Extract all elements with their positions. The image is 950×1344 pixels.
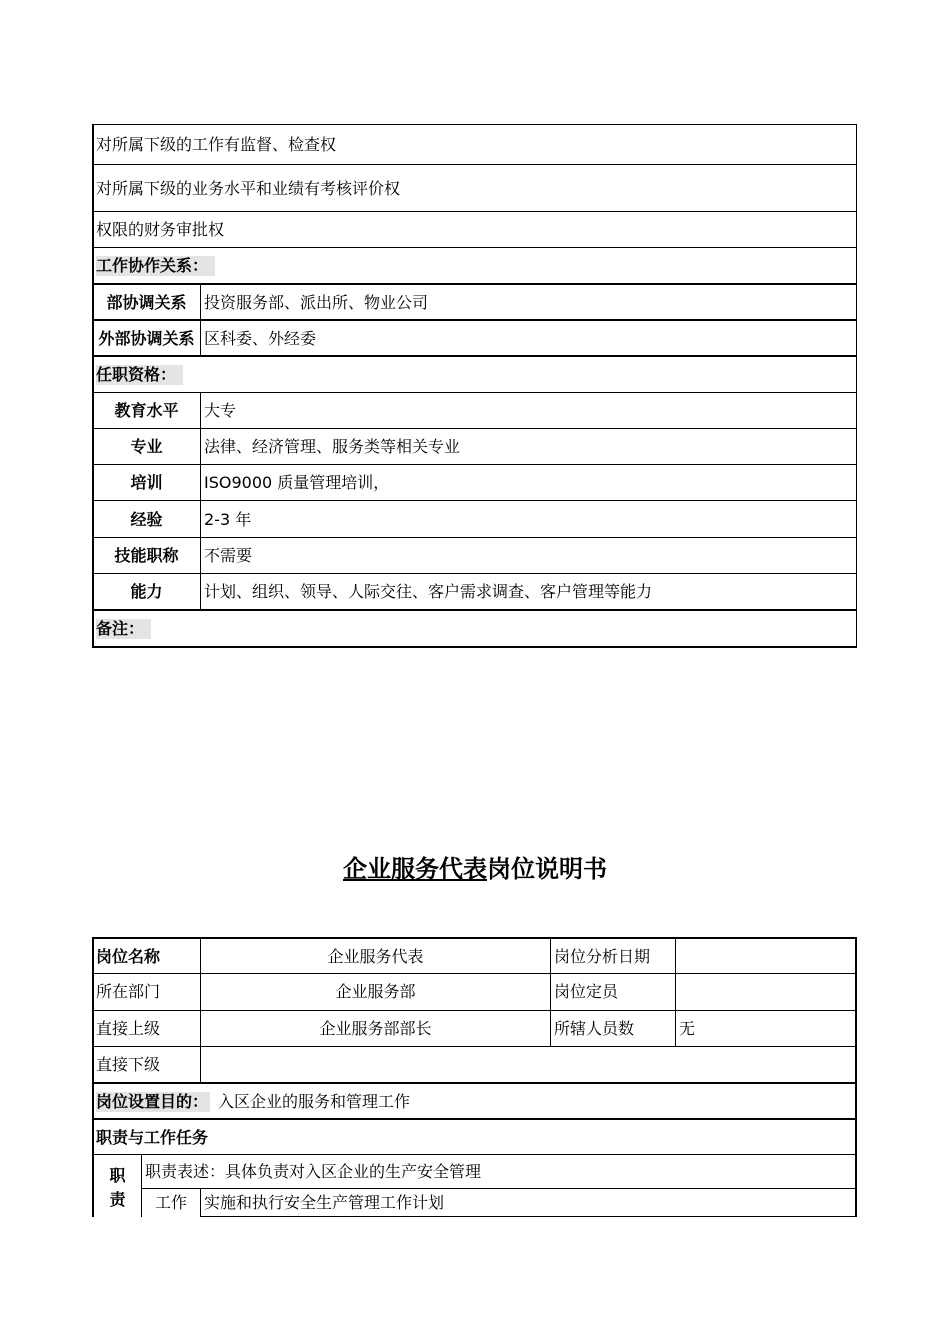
work-value: 实施和执行安全生产管理工作计划 [204,1193,445,1212]
coop-heading [93,248,853,284]
coop-heading-label: 工作协作关系： [96,256,215,276]
position-name-value: 企业服务代表 [327,946,424,966]
qual-label-major: 专业 [130,437,163,456]
subordinate-label: 直接下级 [96,1055,161,1074]
qual-label-ability: 能力 [130,582,163,601]
department-value: 企业服务部 [335,982,416,1001]
analysis-date-value [676,939,854,974]
remark-heading [93,611,853,647]
remark-heading-label: 备注： [96,619,151,639]
authority-row: 对所属下级的工作有监督、检查权 [96,135,337,154]
document-title-rest: 岗位说明书 [487,855,607,883]
qual-label-training: 培训 [130,473,163,492]
coop-label-internal: 部协调关系 [106,292,187,312]
authority-row: 权限的财务审批权 [96,220,225,239]
position-name-label: 岗位名称 [96,946,161,966]
purpose-value: 入区企业的服务和管理工作 [218,1091,411,1111]
subordinate-value [201,1047,854,1083]
superior-label: 直接上级 [96,1019,161,1038]
qual-label-experience: 经验 [130,509,163,529]
coop-value-internal: 投资服务部、派出所、物业公司 [204,292,429,312]
qual-label-education: 教育水平 [114,401,179,420]
qual-value-ability: 计划、组织、领导、人际交往、客户需求调查、客户管理等能力 [204,582,653,601]
duties-heading: 职责与工作任务 [96,1127,209,1147]
authority-row: 对所属下级的业务水平和业绩有考核评价权 [96,178,401,198]
document-title [0,855,950,884]
qual-value-major: 法律、经济管理、服务类等相关专业 [204,437,461,456]
analysis-date-label: 岗位分析日期 [554,946,651,966]
duty-side-char-2: 责 [109,1190,126,1209]
qual-value-training: ISO9000 质量管理培训， [204,473,390,492]
duty-side-label [94,1164,141,1212]
document-title-underlined: 企业服务代表 [343,855,487,883]
subordinates-count-value: 无 [679,1019,696,1038]
qual-value-experience: 2-3 年 [204,509,252,529]
subordinates-count-label: 所辖人员数 [554,1019,635,1038]
headcount-label: 岗位定员 [554,982,619,1001]
work-label: 工作 [154,1193,187,1212]
qual-value-education: 大专 [204,401,237,420]
qual-value-title: 不需要 [204,546,253,565]
coop-value-external: 区科委、外经委 [204,328,317,348]
department-label: 所在部门 [96,982,161,1001]
duty-description: 职责表述：具体负责对入区企业的生产安全管理 [145,1162,482,1181]
superior-value: 企业服务部部长 [319,1019,432,1038]
qual-heading [93,357,853,393]
headcount-value [676,974,854,1010]
duty-side-char-1: 职 [109,1166,126,1185]
qual-label-title: 技能职称 [114,546,179,565]
qual-heading-label: 任职资格： [96,365,183,385]
purpose-row [93,1084,853,1119]
purpose-label: 岗位设置目的： [96,1091,209,1111]
coop-label-external: 外部协调关系 [98,328,195,348]
